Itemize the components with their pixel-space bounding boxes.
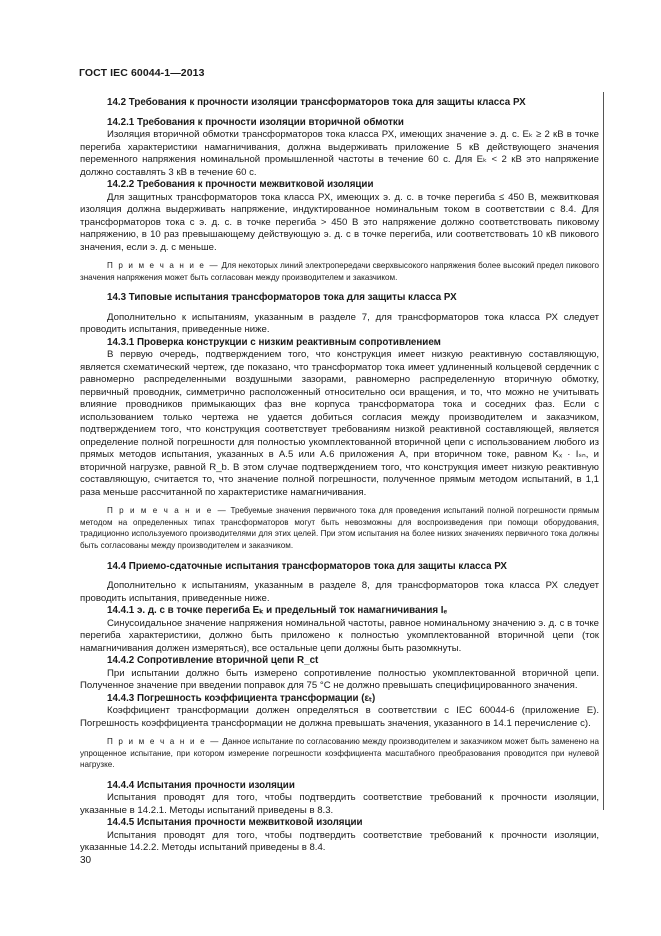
section-14-4-intro: Дополнительно к испытаниям, указанным в разделе 8, для трансформаторов тока класса РХ следует проводить испытания, приведенные ниже. xyxy=(80,580,599,604)
section-14-3-1-text: В первую очередь, подтверждением того, что конструкция имеет низкую реактивную составляющую, является схематический чертеж, где показано, что трансформатор тока имеет удлиненный кольцевой сердечник с равномерно распределенными воздушными зазорами, равномерно распределенную вторичную обмотку, первичный проводник, симметрично расположенный относительно оси вращения, и то, что можно не учитывать влияние проводников примыкающих фаз вне корпуса трансформатора тока и соседних фаз. Если с использованием только чертежа не удается добиться согласия между производителем и заказчиком, подтверждением того, что конструкция соответствует требованиям низкой реактивной составляющей, является определение полной погрешности для полностью укомплектованной вторичной цепи с использованием любого из прямых методов испытания, указанных в А.5 или А.6 приложения А, при вторичном токе, равном Kₓ · Iₛₙ, и вторичной нагрузке, равной R_b. В этом случае подтверждением того, что конструкция имеет низкую реактивную составляющую, считается то, что значение полной погрешности, полученное прямым методом испытаний, в 1,1 раза меньше рассчитанной по характеристике намагничивания. xyxy=(80,349,599,498)
section-14-4-2-text: При испытании должно быть измерено сопротивление полностью укомплектованной вторичной цепи. Полученное значение при введении поправок для 75 °С не должно превышать специфицированного значения. xyxy=(80,667,599,692)
section-14-4-2-title: 14.4.2 Сопротивление вторичной цепи R_ct xyxy=(107,655,319,667)
section-14-4-5-title: 14.4.5 Испытания прочности межвитковой изоляции xyxy=(107,817,363,829)
note-14-3 xyxy=(80,505,599,551)
section-14-4-1-title: 14.4.1 э. д. с в точке перегиба Eₖ и предельный ток намагничивания Iₑ xyxy=(107,605,448,617)
section-14-2-1-title: 14.2.1 Требования к прочности изоляции вторичной обмотки xyxy=(107,116,404,128)
note-14-4 xyxy=(80,736,599,771)
section-14-3-intro: Дополнительно к испытаниям, указанным в разделе 7, для трансформаторов тока класса РХ следует проводить испытания, приведенные ниже. xyxy=(80,311,599,336)
note-label: П р и м е ч а н и е — xyxy=(107,261,220,270)
section-14-3-title: 14.3 Типовые испытания трансформаторов тока для защиты класса РХ xyxy=(107,292,457,304)
section-14-4-title: 14.4 Приемо-сдаточные испытания трансформаторов тока для защиты класса РХ xyxy=(107,560,507,572)
note-14-2 xyxy=(80,260,599,283)
section-14-4-3-text: Коэффициент трансформации должен определяться в соответствии с IEC 60044-6 (приложение Е). Погрешность коэффициента трансформации не должна превышать значения, указанного в 14.1 перечисление с). xyxy=(80,705,599,729)
section-14-4-4-text: Испытания проводят для того, чтобы подтвердить соответствие требований к прочности изоляции, указанные в 14.2.1. Методы испытаний приведены в 8.3. xyxy=(80,792,599,816)
section-14-3-1-title: 14.3.1 Проверка конструкции с низким реактивным сопротивлением xyxy=(107,336,441,348)
note-label: П р и м е ч а н и е — xyxy=(107,737,220,747)
section-14-4-4-title: 14.4.4 Испытания прочности изоляции xyxy=(107,779,295,791)
document-header: ГОСТ IEC 60044-1—2013 xyxy=(79,67,205,79)
section-14-4-5-text: Испытания проводят для того, чтобы подтвердить соответствие требований к прочности изоляции, указанные 14.2.2. Методы испытаний приведены в 8.4. xyxy=(80,829,599,854)
section-14-2-2-text: Для защитных трансформаторов тока класса РХ, имеющих э. д. с. в точке перегиба ≤ 450 В, межвитковая изоляция должна выдерживать напряжение, индуктированное номинальным током в соответствии с 8.4. Для трансформаторов тока с э. д. с. в точке перегиба > 450 В это напряжение должно соответствовать пиковому напряжению, в 10 раз превышающему действующую э. д. с в точке перегиба, или соответствовать 10 кВ пикового значения, если э. д. с меньше. xyxy=(80,191,599,253)
note-14-2-text: Для некоторых линий электропередачи сверхвысокого напряжения более высокий предел пикового значения напряжения может быть согласован между производителем и заказчиком. xyxy=(80,261,600,282)
section-14-4-3-title: 14.4.3 Погрешность коэффициента трансформации (εₜ) xyxy=(107,692,376,704)
page-number: 30 xyxy=(80,855,92,866)
note-14-3-text: Требуемые значения первичного тока для проведения испытаний полной погрешности прямым методом на определенных типах трансформаторов могут быть невозможны для воспроизведения при помощи оборудования, традиционно используемого производителями для этих целей. При этом испытания на более низких значениях первичного тока должны быть согласованы между производителем и заказчиком. xyxy=(80,506,600,550)
note-14-4-text: Данное испытание по согласованию между производителем и заказчиком может быть заменено на упрощенное испытание, при котором измерение погрешности коэффициента масштабного преобразования проводится при нулевой нагрузке. xyxy=(80,737,599,770)
section-14-2-2-title: 14.2.2 Требования к прочности межвитковой изоляции xyxy=(107,179,374,190)
section-14-2-title: 14.2 Требования к прочности изоляции трансформаторов тока для защиты класса РХ xyxy=(107,97,526,108)
margin-rule xyxy=(603,92,604,810)
section-14-4-1-text: Синусоидальное значение напряжения номинальной частоты, равное номинальному значению э. д. с в точке перегиба характеристики, должно быть приложено к полностью укомплектованной вторичной цепи (ток намагничивания должен измеряться), все остальные цепи должны быть разомкнуты. xyxy=(80,617,599,654)
section-14-2-1-text: Изоляция вторичной обмотки трансформаторов тока класса РХ, имеющих значение э. д. с. Eₖ ≥ 2 кВ в точке перегиба характеристики намагничивания, должна выдерживать приложение 5 кВ действующего значения переменного напряжения номинальной промышленной частоты в течение 60 с. Для Eₖ < 2 кВ это напряжение должно составлять 3 кВ в течение 60 с. xyxy=(80,129,599,178)
note-label: П р и м е ч а н и е — xyxy=(107,506,228,516)
page-content xyxy=(80,97,599,855)
